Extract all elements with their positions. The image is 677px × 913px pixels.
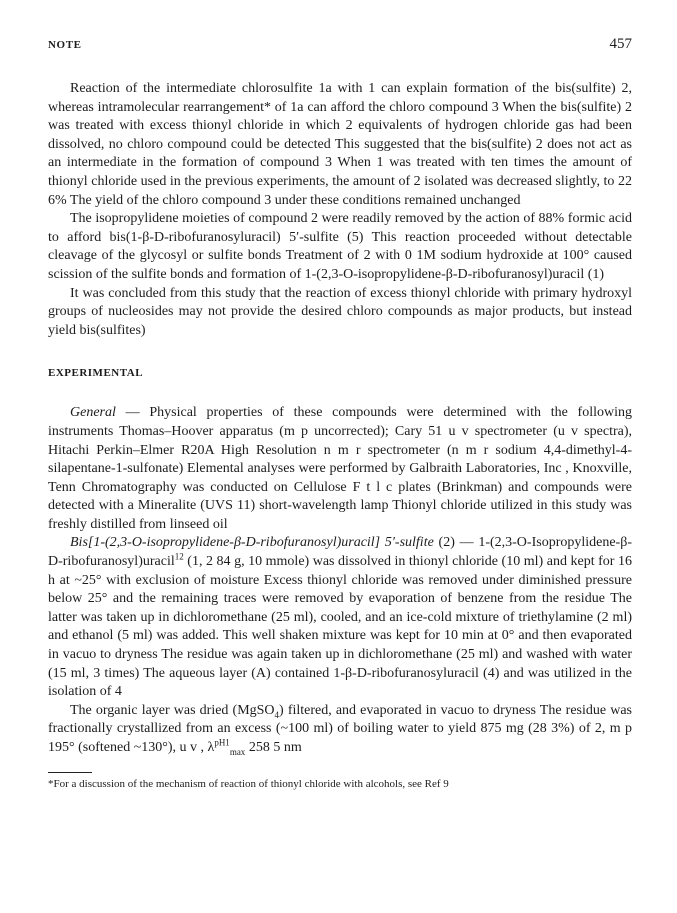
reference-superscript: 12	[174, 551, 184, 562]
paragraph-organic-layer	[48, 702, 632, 758]
last-text-c: 258 5 nm	[245, 740, 302, 755]
lambda-subscript: max	[229, 746, 246, 757]
lambda-superscript: pH1	[214, 737, 230, 748]
last-text-b: ) filtered, and evaporated in vacuo to dryness The residue was fractionally crystallized from an excess (~100 ml) of boiling water to yield 875 mg (28 3%) of 2, m p 195° (softened ~130°), u v , λ	[48, 702, 632, 755]
footnote: *For a discussion of the mechanism of reaction of thionyl chloride with alcohols, see Ref 9	[48, 777, 449, 790]
compound-text-a: — 1-(2,3-O-Isopropylidene-β-D-ribofuranosyl)uracil	[48, 535, 633, 570]
paragraph-conclusion: It was concluded from this study that the reaction of excess thionyl chloride with primary hydroxyl groups of nucleosides may not provide the desired chloro compounds as major products, but instead yield bis(sulfites)	[48, 285, 632, 338]
compound-title: Bis[1-(2,3-O-isopropylidene-β-D-ribofuranosyl)uracil] 5′-sulfite	[70, 535, 434, 551]
general-lead: General	[70, 405, 116, 421]
compound-text-b: (1, 2 84 g, 10 mmole) was dissolved in thionyl chloride (10 ml) and kept for 16 h at ~25° with exclusion of moisture Excess thionyl chloride was removed under diminished pressure below 25° and the remaining traces were removed by evaporation of benzene from the residue The latter was taken up in dichloromethane (25 ml), cooled, and an ice-cold mixture of triethylamine (2 ml) and ethanol (5 ml) was added. This well shaken mixture was kept for 10 min at 0° and then evaporated in vacuo to dryness The residue was again taken up in dichloromethane (25 ml) and washed with water (15 ml, 3 times) The aqueous layer (A) contained 1-β-D-ribofuranosyluracil (4) and was utilized in the isolation of 4	[48, 554, 632, 700]
section-label: NOTE	[48, 39, 82, 51]
paragraph-compound-2	[48, 534, 632, 701]
page-number: 457	[609, 36, 632, 52]
last-text-a: The organic layer was dried (MgSO	[70, 702, 275, 718]
formula-subscript: 4	[274, 709, 280, 720]
general-text: — Physical properties of these compounds were determined with the following instruments Thomas–Hoover apparatus (m p uncorrected); Cary 51 u v spectrometer (u v spectra), Hitachi Perkin–Elmer R20A High Resolution n m r spectrometer (n m r sodium 4,4-dimethyl-4-silapentane-1-sulfonate) Elemental analyses were performed by Galbraith Laboratories, Inc , Knoxville, Tenn Chromatography was conducted on Cellulose F t l c plates (Brinkman) and compounds were detected with a Mineralite (UVS 11) short-wavelength lamp Thionyl chloride utilized in this study was freshly distilled from linseed oil	[48, 405, 632, 532]
paragraph-isopropylidene: The isopropylidene moieties of compound 2 were readily removed by the action of 88% formic acid to afford bis(1-β-D-ribofuranosyluracil) 5′-sulfite (5) This reaction proceeded without detectable cleavage of the glycosyl or sulfite bonds Treatment of 2 with 0 1M sodium hydroxide at 100° caused scission of the sulfite bonds and formation of 1-(2,3-O-isopropylidene-β-D-ribofuranosyl)uracil (1)	[48, 211, 632, 282]
compound-number: (2)	[433, 535, 460, 551]
article-body	[48, 80, 632, 758]
journal-page	[48, 36, 632, 791]
footnote-rule	[48, 772, 92, 773]
paragraph-reaction: Reaction of the intermediate chlorosulfite 1a with 1 can explain formation of the bis(sulfite) 2, whereas intramolecular rearrangement* of 1a can afford the chloro compound 3 When the bis(sulfite) 2 was treated with excess thionyl chloride in which 2 equivalents of hydrogen chloride gas had been dissolved, no chloro compound could be detected This suggested that the bis(sulfite) 2 does not act as an intermediate in the formation of compound 3 When 1 was treated with ten times the amount of thionyl chloride used in the previous experiments, the amount of 2 isolated was decreased slightly, to 22 6% The yield of the chloro compound 3 under these conditions remained unchanged	[48, 81, 632, 208]
paragraph-general	[48, 404, 632, 534]
experimental-heading: EXPERIMENTAL	[48, 367, 144, 380]
running-header	[48, 36, 632, 66]
